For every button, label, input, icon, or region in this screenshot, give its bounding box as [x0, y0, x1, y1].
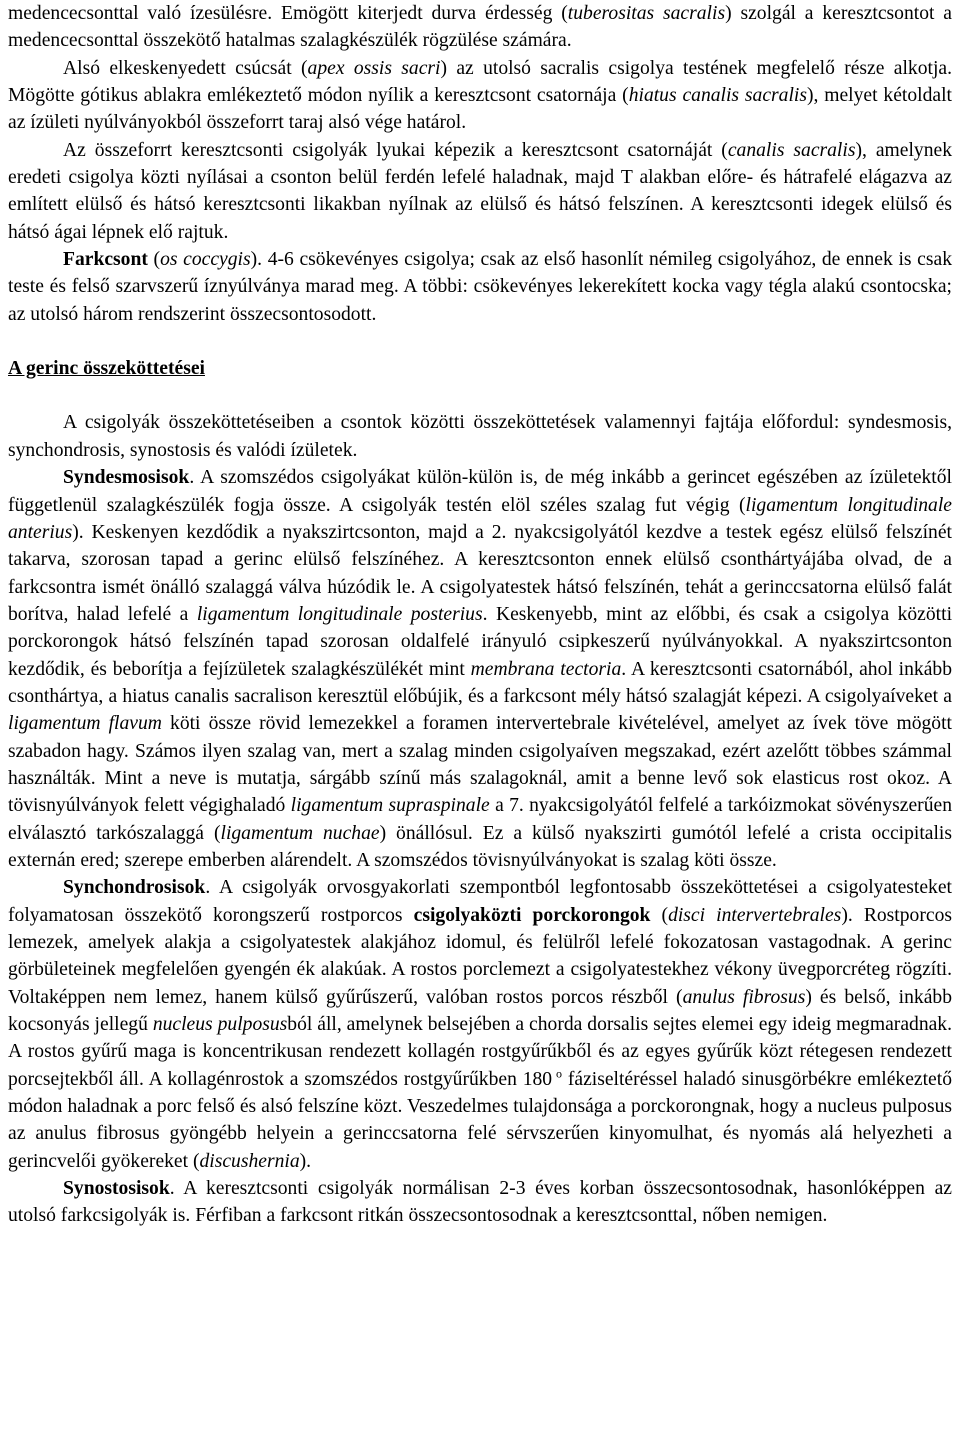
italic-term: nucleus pulposus	[152, 1014, 288, 1036]
text-run: (	[650, 904, 669, 926]
document-page	[8, 0, 952, 1230]
bold-term: Synchondrosisok	[63, 877, 206, 899]
paragraph-coccyx	[8, 246, 952, 328]
superscript-text: o	[552, 1066, 563, 1081]
italic-term: ligamentum flavum	[8, 713, 162, 735]
text-run: ). 4-6 csökevényes csigolya; csak az első hasonlít némileg csigolyához, de ennek is csak teste és felső szarvszerű íznyúlványa marad meg. A többi: csökevényes lekerekített kocka vagy tégla alakú csontocska; az utolsó három rendszerint összecsontosodott.	[8, 249, 952, 325]
bold-term: csigolyaközti porckorongok	[413, 904, 651, 926]
text-run: a 7. nyakcsigolyától felfelé a tarkóizmokat sövényszerűen elválasztó tarkószalaggá (	[8, 795, 952, 844]
italic-term: tuberositas sacralis	[567, 3, 726, 24]
section-heading: A gerinc összeköttetései	[8, 358, 205, 380]
italic-term: ligamentum longitudinale posterius	[196, 603, 483, 625]
bold-term: Syndesmosisok	[63, 467, 190, 489]
italic-term: membrana tectoria	[470, 658, 622, 680]
paragraph-sacral-canal	[8, 137, 952, 246]
text-run: ból áll, amelynek belsejében a chorda dorsalis sejtes elemei egy ideig megmaradnak. A rostos gyűrű maga is koncentrikusan rendezett kollagén rostgyűrűkből és az egyes gyűrűk közt rétegesen rendezett porcsejtekből áll. A kollagénrostok a szomszédos rostgyűrűkben 180	[8, 1014, 953, 1090]
text-run: A csigolyák összeköttetéseiben a csontok közötti összeköttetések valamennyi fajtája előfordul: syndesmosis, synchondrosis, synostosis és valódi ízületek.	[8, 412, 952, 461]
text-run: . A csigolyák orvosgyakorlati szempontból legfontosabb összeköttetései a csigolyatesteket folyamatosan összekötő korongszerű rostporcos	[8, 877, 952, 926]
italic-term: ligamentum longitudinale anterius	[8, 494, 952, 543]
paragraph-syndesmosis	[8, 464, 952, 874]
italic-term: apex ossis sacri	[307, 57, 441, 79]
text-run: ), amelynek eredeti csigolya közti nyílásai a csonton belül ferdén lefelé haladnak, majd T alakban előre- és hátrafelé elágazva az említett elülső és hátsó keresztcsonti likakban nyílnak az elülső és hátsó felszínen. A keresztcsonti idegek elülső és hátsó ágai lépnek elő rajtuk.	[8, 139, 952, 243]
italic-term: anulus fibrosus	[682, 986, 806, 1008]
text-run: medencecsonttal való ízesülésre. Emögött kiterjedt durva érdesség (	[8, 3, 568, 24]
text-run: . A keresztcsonti csatornából, ahol inkább csonthártya, a hiatus canalis sacralison keresztül előbújik, és a farkcsont mély hátsó szalagját képezi. A csigolyaíveket a	[8, 658, 953, 707]
paragraph-spine-connections-intro	[8, 409, 952, 464]
text-run: ), melyet kétoldalt az ízületi nyúlványokból összeforrt taraj alsó vége határol.	[8, 85, 952, 134]
paragraph-sacrum-tuberosity	[8, 0, 952, 55]
italic-term: discushernia	[199, 1150, 300, 1172]
bold-term: Synostosisok	[63, 1178, 170, 1200]
text-run: ).	[299, 1150, 312, 1172]
paragraph-synostosis	[8, 1175, 952, 1230]
italic-term: ligamentum nuchae	[220, 822, 380, 844]
paragraph-sacrum-apex	[8, 55, 952, 137]
paragraph-synchondrosis	[8, 874, 952, 1175]
text-run: . Keskenyebb, mint az előbbi, és csak a csigolya közötti porckorongok hátsó felszínén tapad szorosan oldalfelé irányuló csipkeszerű nyúlványokkal. A nyakszirtcsonton kezdődik, és beborítja a fejízületek szalagkészülékét mint	[8, 603, 953, 680]
text-run: ). Keskenyen kezdődik a nyakszirtcsonton, majd a 2. nyakcsigolyától kezdve a testek egész elülső felszínét takarva, szorosan tapad a gerinc elülső felszínéhez. A keresztcsonton ennek elülső csonthártyájába olvad, de a farkcsontra ismét önálló szalaggá válva húzódik le. A csigolyatestek hátsó felszínén, tehát a gerinccsatorna elülső falát borítva, halad lefelé a	[8, 521, 952, 625]
text-run: . A szomszédos csigolyákat külön-külön is, de még inkább a gerincet egészében az ízületektől függetlenül szalagkészülék fogja össze. A csigolyák testén elöl széles szalag fut végig (	[8, 467, 952, 516]
bold-term: Farkcsont	[63, 249, 148, 271]
italic-term: disci intervertebrales	[668, 904, 842, 926]
text-run: Az összeforrt keresztcsonti csigolyák lyukai képezik a keresztcsont csatornáját (	[63, 139, 728, 161]
text-run: fáziseltéréssel haladó sinusgörbékre emlékeztető módon haladnak a porc felső és alsó felszíne közt. Veszedelmes tulajdonsága a porckorongnak, hogy a nucleus pulposus az anulus fibrosus gyöngébb helyein a gerinccsatorna felé sérvszerűen kinyomulhat, és nyomás alá helyezheti a gerincvelői gyökereket (	[8, 1068, 952, 1172]
text-run: Alsó elkeskenyedett csúcsát (	[63, 57, 308, 79]
italic-term: canalis sacralis	[727, 139, 856, 161]
text-run: ) önállósul. Ez a külső nyakszirti gumótól lefelé a crista occipitalis externán ered; szerepe emberben alárendelt. A szomszédos tövisnyúlványokat is szalag köti össze.	[8, 822, 952, 871]
italic-term: hiatus canalis sacralis	[628, 85, 807, 107]
text-run: ) és belső, inkább kocsonyás jellegű	[8, 986, 952, 1036]
text-run: ). Rostporcos lemezek, amelyek alakja a csigolyatestek alakjához idomul, és felülről lefelé fokozatosan vastagodnak. A gerinc görbületeinek megfelelően gyengén ék alakúak. A rostos porclemezt a csigolyatestekhez vékony üvegporcréteg rögzíti. Voltaképpen nem lemez, hanem külső gyűrűszerű, valóban rostos porcos részből (	[8, 904, 952, 1008]
text-run: ) az utolsó sacralis csigolya testének megfelelő része alkotja. Mögötte gótikus ablakra emlékeztető módon nyílik a keresztcsont csatornája (	[8, 57, 952, 107]
text-run: . A keresztcsonti csigolyák normálisan 2-3 éves korban összecsontosodnak, hasonlóképpen az utolsó farkcsigolyák is. Férfiban a farkcsont ritkán összecsontosodnak a keresztcsonttal, nőben nemigen.	[8, 1178, 952, 1227]
text-run: (	[147, 249, 161, 271]
italic-term: ligamentum supraspinale	[290, 795, 490, 817]
text-run: ) szolgál a keresztcsontot a medencecsonttal összekötő hatalmas szalagkészülék rögzülése számára.	[8, 3, 952, 52]
text-run: köti össze rövid lemezekkel a foramen intervertebrale kivételével, amelyet az ívek töve mögött szabadon hagy. Számos ilyen szalag van, mert a szalag minden csigolyaíven megszakad, ezért azelőtt többes számmal használták. Mint a neve is mutatja, sárgább színű más szalagoknál, amit a benne levő sok elasticus rost okoz. A tövisnyúlványok felett végighaladó	[8, 713, 952, 817]
italic-term: os coccygis	[160, 249, 251, 271]
